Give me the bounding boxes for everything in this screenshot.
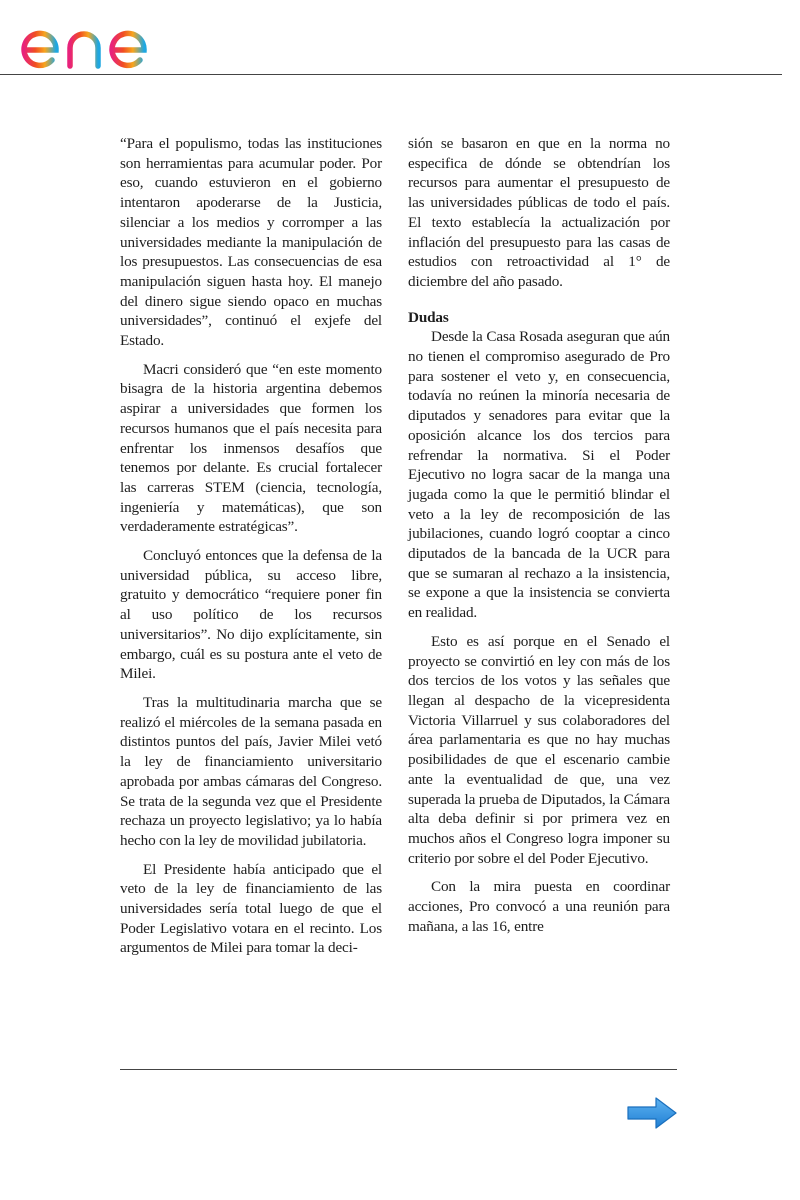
article-column-left [120,134,382,967]
article-paragraph: Con la mira puesta en coordinar acciones, Pro convocó a una reunión para mañana, a las 16, entre [408,878,670,935]
header-divider [0,74,782,75]
next-page-button[interactable] [626,1096,678,1130]
enel-logo [16,4,192,74]
article-paragraph: Esto es así porque en el Senado el proyecto se convirtió en ley con más de los dos tercios de los votos y las señales que llegan al despacho de la vicepresidenta Victoria Villarruel y sus colaboradores del área parlamentaria es que no hay muchas posibilidades de que el escenario cambie ante la eventualidad de que, una vez superada la prueba de Diputados, la Cámara alta deba definir si por primera vez en muchos años el Congreso logra imponer su criterio por sobre el del Poder Ejecutivo. [408,632,670,867]
arrow-right-icon [626,1096,678,1130]
footer-divider [120,1069,677,1070]
article-paragraph: Concluyó entonces que la defensa de la universidad pública, su acceso libre, gratuito y democrático “requiere poner fin al uso político de los recursos universitarios”. No dijo explícitamente, sin embargo, cuál es su postura ante el veto de Milei. [120,547,382,683]
article-paragraph: Tras la multitudinaria marcha que se realizó el miércoles de la semana pasada en distintos puntos del país, Javier Milei vetó la ley de financiamiento universitario aprobada por ambas cámaras del Congreso. Se trata de la segunda vez que el Presidente rechaza un proyecto legislativo; ya lo había hecho con la ley de movilidad jubilatoria. [120,693,382,849]
section-subheading: Dudas [408,308,449,326]
article-column-right [408,134,670,945]
article-paragraph: Desde la Casa Rosada aseguran que aún no tienen el compromiso asegurado de Pro para sostener el veto y, en consecuencia, todavía no reúnen la minoría necesaria de diputados y senadores para evitar que la oposición alcance los dos tercios para refrendar la normativa. Si el Poder Ejecutivo no logra sacar de la manga una jugada como la que le permitió blindar el veto a la ley de recomposición de las jubilaciones, cuando logró cooptar a cinco diputados de la bancada de la UCR para que se sumaran al rechazo a la insistencia, se expone a que la insistencia se convierta en realidad. [408,328,670,622]
article-paragraph: Macri consideró que “en este momento bisagra de la historia argentina debemos aspirar a universidades que formen los recursos humanos que el país necesita para enfrentar los inmensos desafíos que tenemos por delante. Es crucial fortalecer las carreras STEM (ciencia, tecnología, ingeniería y matemáticas), que son verdaderamente estratégicas”. [120,360,382,536]
article-paragraph-continued: sión se basaron en que en la norma no especifica de dónde se obtendrían los recursos para aumentar el presupuesto de las universidades públicas de todo el país. El texto establecía la actualización por inflación del presupuesto para las casas de estudios con retroactividad al 1° de diciembre del año pasado. [408,135,670,290]
article-paragraph: El Presidente había anticipado que el veto de la ley de financiamiento de las universidades sería total luego de que el Poder Legislativo votara en el recinto. Los argumentos de Milei para tomar la deci- [120,860,382,957]
enel-logo-mark [16,4,192,74]
article-paragraph: “Para el populismo, todas las instituciones son herramientas para acumular poder. Por eso, cuando estuvieron en el gobierno intentaron apoderarse de la Justicia, silenciar a los medios y corromper a las universidades mediante la manipulación de los presupuestos. Las consecuencias de esa manipulación siguen hasta hoy. El manejo del dinero sigue siendo opaco en muchas universidades”, continuó el exjefe del Estado. [120,135,382,350]
